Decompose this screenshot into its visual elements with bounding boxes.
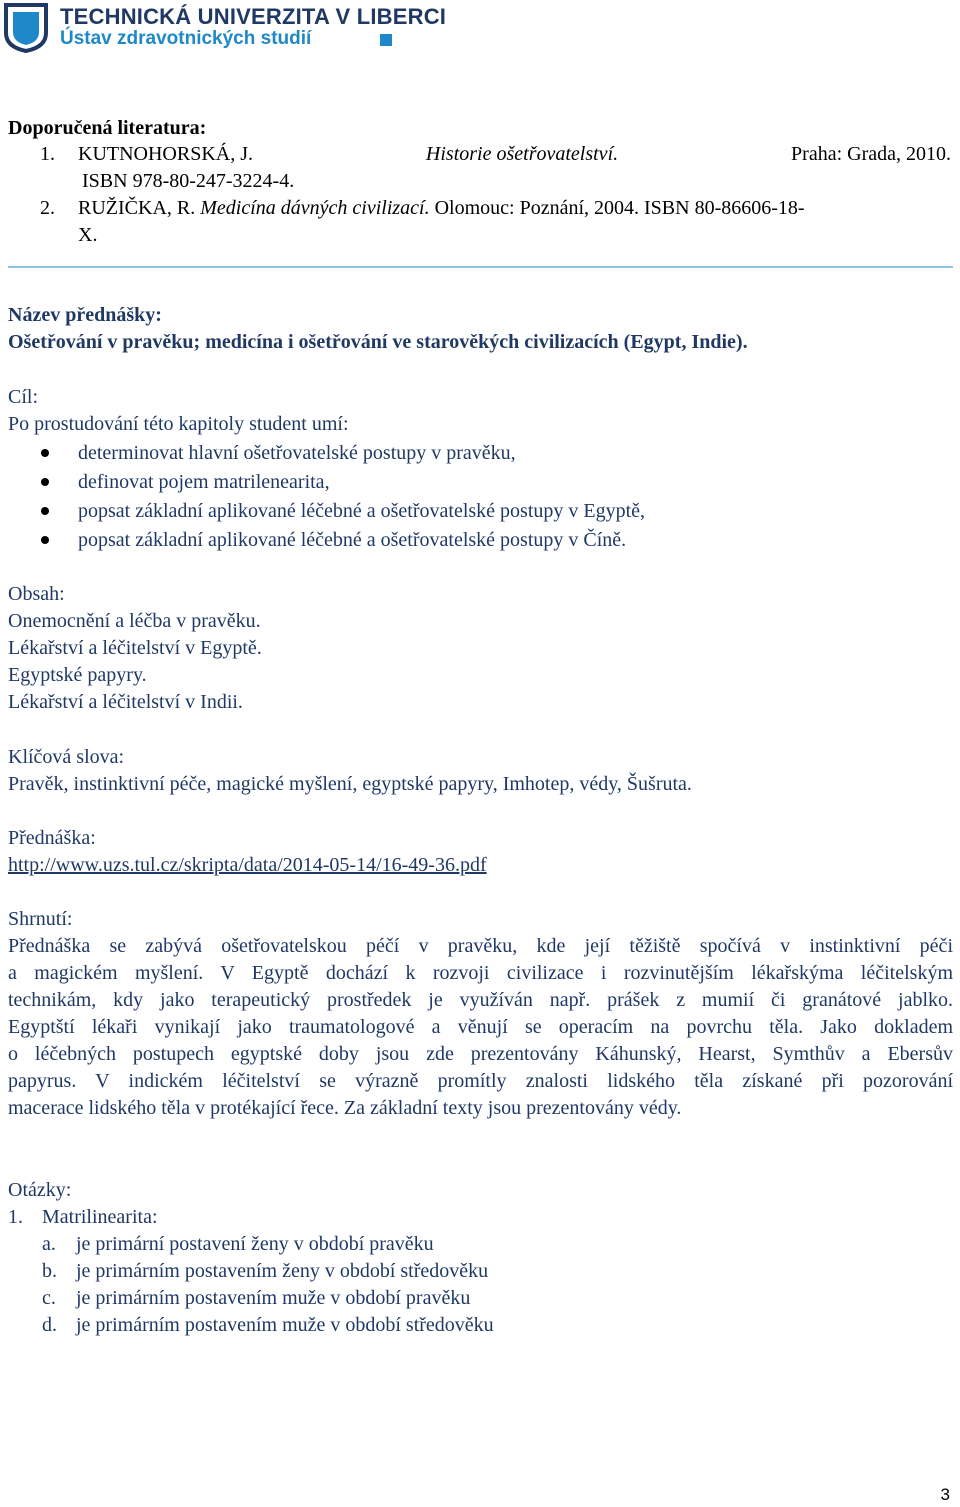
literature-cont-2: X.: [78, 224, 98, 246]
lecture-link[interactable]: http://www.uzs.tul.cz/skripta/data/2014-05-14/16-49-36.pdf: [8, 854, 487, 876]
university-logo-icon: [4, 3, 48, 53]
option-text: je primárním postavením muže v období pravěku: [76, 1287, 471, 1309]
goal-item: determinovat hlavní ošetřovatelské postupy v pravěku,: [78, 442, 516, 464]
option-text: je primární postavení ženy v období pravěku: [76, 1233, 434, 1255]
option-text: je primárním postavením muže v období středověku: [76, 1314, 494, 1336]
goal-heading: Cíl:: [8, 386, 39, 408]
question-number: 1.: [8, 1206, 23, 1228]
lecture-heading: Přednáška:: [8, 827, 96, 849]
summary-heading: Shrnutí:: [8, 908, 73, 930]
summary-line: technikám, kdy jako terapeutický prostředek je využíván např. prášek z mumií či granátové jablko.: [8, 989, 953, 1011]
literature-num-1: 1.: [40, 143, 55, 165]
summary-line: papyrus. V indickém léčitelství se výrazně promítly znalosti lidského těla získané při pozorování: [8, 1070, 953, 1092]
bullet-icon: [41, 449, 49, 457]
questions-heading: Otázky:: [8, 1179, 72, 1201]
option-letter: b.: [42, 1260, 57, 1282]
keywords-text: Pravěk, instinktivní péče, magické myšlení, egyptské papyry, Imhotep, védy, Šušruta.: [8, 773, 692, 795]
lecture-name-text: Ošetřování v pravěku; medicína i ošetřování ve starověkých civilizacích (Egypt, Indie).: [8, 331, 748, 353]
bullet-icon: [41, 507, 49, 515]
bullet-icon: [41, 536, 49, 544]
literature-author-2: RUŽIČKA, R.: [78, 197, 196, 219]
goal-item: popsat základní aplikované léčebné a ošetřovatelské postupy v Číně.: [78, 529, 627, 551]
literature-item-1: [78, 141, 951, 168]
summary-line: macerace lidského těla v protékající řece. Za základní texty jsou prezentovány védy.: [8, 1097, 682, 1119]
goal-item: definovat pojem matrilenearita,: [78, 471, 330, 493]
option-letter: a.: [42, 1233, 56, 1255]
literature-publisher-2: Olomouc: Poznání, 2004. ISBN 80-86606-18-: [434, 197, 805, 219]
keywords-heading: Klíčová slova:: [8, 746, 125, 768]
literature-item-2: [78, 195, 805, 222]
bullet-icon: [41, 478, 49, 486]
content-item: Onemocnění a léčba v pravěku.: [8, 610, 261, 632]
option-letter: d.: [42, 1314, 57, 1336]
literature-isbn-1: ISBN 978-80-247-3224-4.: [82, 170, 295, 192]
content-heading: Obsah:: [8, 583, 65, 605]
literature-title-2: Medicína dávných civilizací.: [200, 197, 430, 219]
university-name: TECHNICKÁ UNIVERZITA V LIBERCI: [60, 4, 447, 29]
logo-square: [380, 34, 392, 46]
goal-intro: Po prostudování této kapitoly student umí:: [8, 413, 349, 435]
institute-name: Ústav zdravotnických studií: [60, 28, 312, 49]
content-item: Egyptské papyry.: [8, 664, 147, 686]
goal-item: popsat základní aplikované léčebné a ošetřovatelské postupy v Egyptě,: [78, 500, 646, 522]
literature-num-2: 2.: [40, 197, 55, 219]
summary-line: Egyptští lékaři vynikají jako traumatologové a věnují se operacím na povrchu těla. Jako dokladem: [8, 1016, 953, 1038]
page-number: 3: [940, 1485, 950, 1504]
option-text: je primárním postavením ženy v období středověku: [76, 1260, 489, 1282]
literature-publisher-1: Praha: Grada, 2010.: [791, 143, 951, 165]
summary-line: Přednáška se zabývá ošetřovatelskou péčí v pravěku, kde její těžiště spočívá v instinktivní péči: [8, 935, 953, 957]
question-text: Matrilinearita:: [42, 1206, 158, 1228]
content-item: Lékařství a léčitelství v Egyptě.: [8, 637, 262, 659]
literature-title-1: Historie ošetřovatelství.: [425, 143, 619, 165]
divider: [8, 266, 953, 268]
literature-author-1: KUTNOHORSKÁ, J.: [78, 143, 254, 165]
lecture-name-heading: Název přednášky:: [8, 304, 162, 326]
literature-heading: Doporučená literatura:: [8, 117, 207, 139]
content-item: Lékařství a léčitelství v Indii.: [8, 691, 243, 713]
option-letter: c.: [42, 1287, 56, 1309]
summary-line: o léčebných postupech egyptské doby jsou zde prezentovány Káhunský, Hearst, Symthův a Ebersův: [8, 1043, 953, 1065]
summary-line: a magickém myšlení. V Egyptě dochází k rozvoji civilizace i rozvinutějším lékařskýma léčitelským: [8, 962, 953, 984]
